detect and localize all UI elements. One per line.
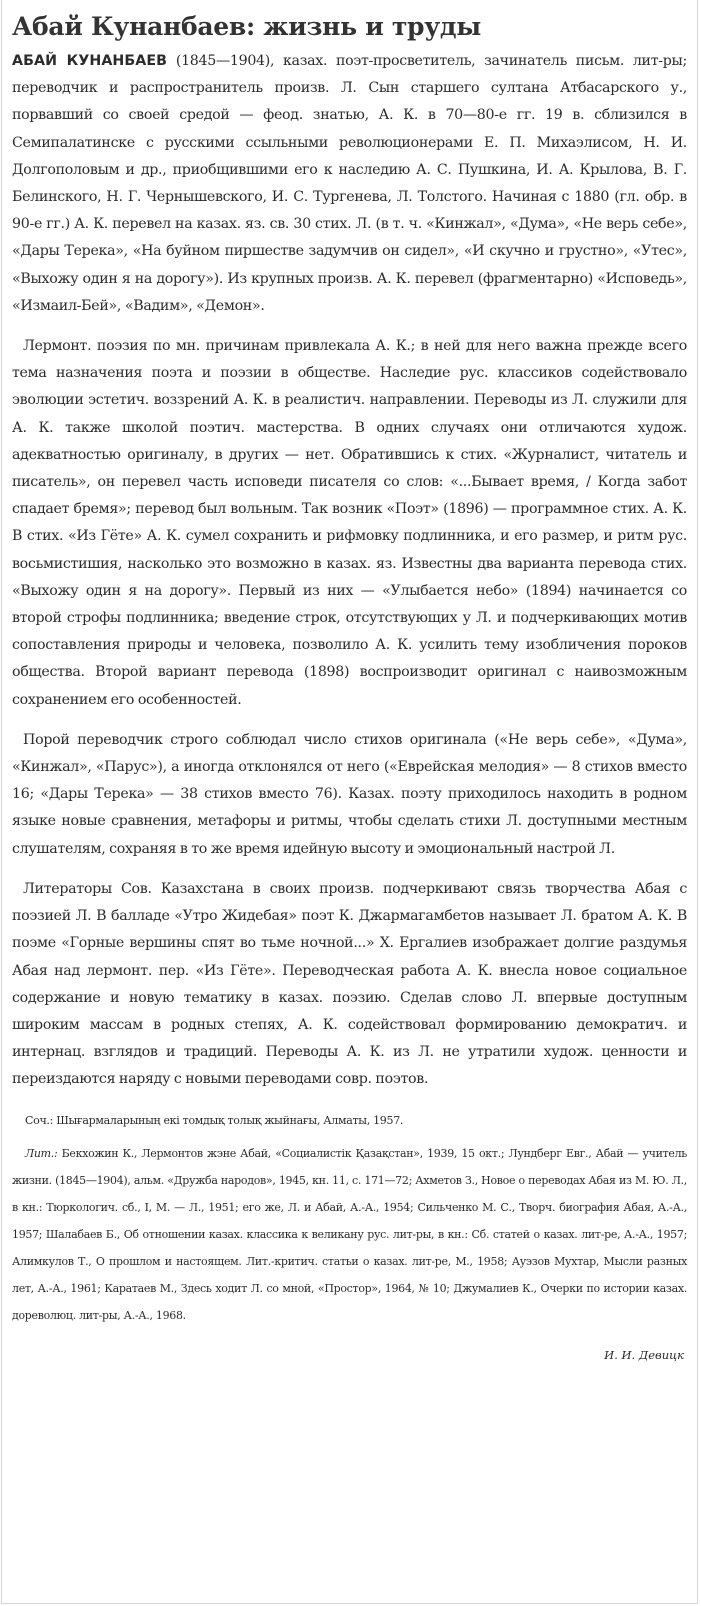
article-content (2, 12, 697, 1365)
paragraph-poetry: Лермонт. поэзия по мн. причинам привлекала А. К.; в ней для него важна прежде всего тема назначения поэта и поэзии в обществе. Наследие рус. классиков содействовало эволюции эстетич. воззрений А. К. в реалистич. направлении. Переводы из Л. служили для А. К. также школой поэтич. мастерства. В одних случаях они отличаются худож. адекватностью оригиналу, в других — нет. Обратившись к стих. «Журналист, читатель и писатель», он перевел часть исповеди писателя со слов: «...Бывает время, / Когда забот спадает бремя»; перевод был вольным. Так возник «Поэт» (1896) — программное стих. А. К. В стих. «Из Гёте» А. К. сумел сохранить и рифмовку подлинника, и его размер, и ритм рус. восьмистишия, насколько это возможно в казах. яз. Известны два варианта перевода стих. «Выхожу один я на дорогу». Первый из них — «Улыбается небо» (1894) начинается со второй строфы подлинника; введение строк, отсутствующих у Л. и подчеркивающих мотив сопоставления природы и человека, позволило А. К. усилить тему изобличения пороков общества. Второй вариант перевода (1898) воспроизводит оригинал с наивозможным сохранением его особенностей. (12, 338, 687, 708)
literature-reference (12, 1140, 687, 1329)
paragraph-intro (12, 48, 687, 320)
literature-text: Бекхожин К., Лермонтов жэне Абай, «Социалистік Қазақстан», 1939, 15 окт.; Лундберг Евг., Абай — учитель жизни. (1845—1904), альм. «Дружба народов», 1945, кн. 11, с. 171—72; Ахметов З., Новое о переводах Абая из М. Ю. Л., в кн.: Тюркологич. сб., I, М. — Л., 1951; его же, Л. и Абай, А.-А., 1954; Сильченко М. С., Творч. биография Абая, А.-А., 1957; Шалабаев Б., Об отношении казах. классика к великану рус. лит-ры, в кн.: Сб. статей о казах. лит-ре, А.-А., 1957; Алимкулов Т., О прошлом и настоящем. Лит.-критич. статьи о казах. лит-ре, М., 1958; Ауэзов Мухтар, Мысли разных лет, А.-А., 1961; Каратаев М., Здесь ходит Л. со мной, «Простор», 1964, № 10; Джумалиев К., Очерки по истории казах. дореволюц. лит-ры, А.-А., 1968. (12, 1146, 687, 1322)
paragraph-legacy: Литераторы Сов. Казахстана в своих произв. подчеркивают связь творчества Абая с поэзией Л. В балладе «Утро Жидебая» поэт К. Джармагамбетов называет Л. братом А. К. В поэме «Горные вершины спят во тьме ночной...» Х. Ергалиев изображает долгие раздумья Абая над лермонт. пер. «Из Гёте». Переводческая работа А. К. внесла новое социальное содержание и новую тематику в казах. поэзию. Сделав слово Л. впервые доступным широким массам в родных степях, А. К. содействовал формированию демократич. и интернац. взглядов и традиций. Переводы А. К. из Л. не утратили худож. ценности и переиздаются наряду с новыми переводами совр. поэтов. (12, 880, 687, 1088)
author-signature: И. И. Девицк (604, 1347, 684, 1362)
article-page (1, 0, 698, 1604)
lead-name: АБАЙ КУНАНБАЕВ (12, 53, 168, 69)
literature-label: Лит.: (25, 1146, 58, 1160)
paragraph-intro-text: (1845—1904), казах. поэт-просветитель, зачинатель письм. лит-ры; переводчик и распространитель произв. Л. Сын старшего султана Атбасарского у., порвавший со своей средой — феод. знатью, А. К. в 70—80-е гг. 19 в. сблизился в Семипалатинске с русскими ссыльными революционерами Е. П. Михаэлисом, Н. И. Долгополовым и др., приобщившими его к наследию А. С. Пушкина, И. А. Крылова, В. Г. Белинского, Н. Г. Чернышевского, И. С. Тургенева, Л. Толстого. Начиная с 1880 (гл. обр. в 90-е гг.) А. К. перевел на казах. яз. св. 30 стих. Л. (в т. ч. «Кинжал», «Дума», «Не верь себе», «Дары Терека», «На буйном пиршестве задумчив он сидел», «И скучно и грустно», «Утес», «Выхожу один я на дорогу»). Из крупных произв. А. К. перевел (фрагментарно) «Исповедь», «Измаил-Бей», «Вадим», «Демон». (12, 53, 687, 314)
article-title: Абай Кунанбаев: жизнь и труды (12, 12, 482, 41)
paragraph-translation: Порой переводчик строго соблюдал число стихов оригинала («Не верь себе», «Дума», «Кинжал», «Парус»), а иногда отклонялся от него («Еврейская мелодия» — 8 стихов вместо 16; «Дары Терека» — 38 стихов вместо 76). Казах. поэту приходилось находить в родном языке новые сравнения, метафоры и ритмы, чтобы сделать стихи Л. доступными местным слушателям, сохраняя в то же время идейную высоту и эмоциональный настрой Л. (12, 731, 687, 857)
works-reference: Соч.: Шығармаларының екі томдық толық жыйнағы, Алматы, 1957. (25, 1113, 404, 1127)
